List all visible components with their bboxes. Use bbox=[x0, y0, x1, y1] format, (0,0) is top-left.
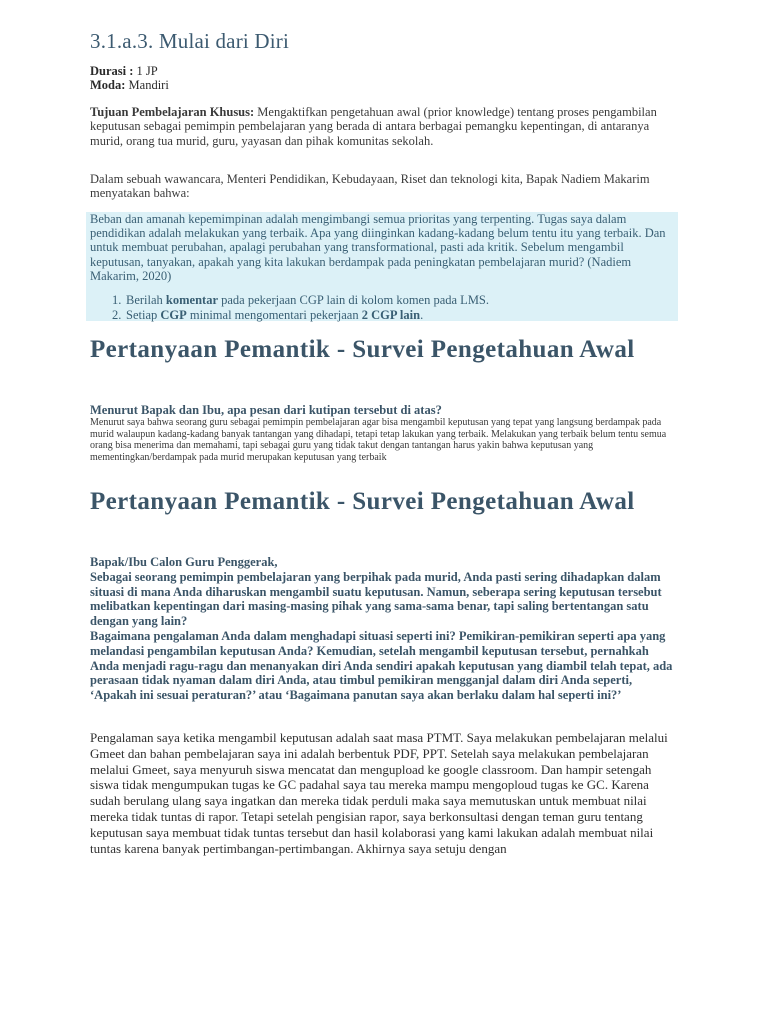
instruction-item bbox=[90, 293, 676, 308]
instruction-item bbox=[90, 308, 676, 323]
heading-pertanyaan-pemantik-1: Pertanyaan Pemantik - Survei Pengetahuan Awal bbox=[90, 336, 635, 363]
moda-value: Mandiri bbox=[125, 78, 169, 92]
instruction-bold: 2 CGP lain bbox=[361, 307, 421, 322]
question-1: Menurut Bapak dan Ibu, apa pesan dari kutipan tersebut di atas? bbox=[90, 403, 442, 417]
instruction-text: minimal mengomentari pekerjaan bbox=[186, 307, 362, 322]
answer-2: Pengalaman saya ketika mengambil keputusan adalah saat masa PTMT. Saya melakukan pembelajaran melalui Gmeet dan bahan pembelajaran saya ini adalah berbentuk PDF, PPT. Setelah saya melakukan pembelajaran melalui Gmeet, saya menyuruh siswa mencatat dan mengupload ke google classroom. Dan hampir setengah siswa tidak mengumpukan tugas ke GC padahal saya tau mereka mampu mengoploud tugas ke GC. Karena sudah berulang ulang saya ingatkan dan mereka tidak perduli maka saya memutuskan untuk membuat nilai mereka tidak tuntas di rapor. Tetapi setelah pengisian rapor, saya berkonsultasi dengan teman guru tentang keputusan saya membuat tidak tuntas tersebut dan hasil kolaborasi yang kami lakukan adalah membuat nilai tuntas karena banyak pertimbangan-pertimbangan. Akhirnya saya setuju dengan bbox=[90, 730, 668, 856]
instruction-number: 1. bbox=[112, 293, 122, 307]
moda-label: Moda: bbox=[90, 78, 126, 92]
tujuan-paragraph bbox=[90, 105, 680, 148]
answer-1: Menurut saya bahwa seorang guru sebagai pemimpin pembelajaran agar bisa mengambil keputusan yang tepat yang langsung berdampak pada murid walaupun kadang-kadang banyak tantangan yang dihadapi, tetapi tetap lakukan yang terbaik. Melakukan yang terbaik belum tentu semua orang bisa menerima dan memahami, tapi sebagai guru yang tidak takut dengan tantangan harus yakin bahwa keputusan yang mementingkan/berdampak pada murid merupakan keputusan yang terbaik bbox=[90, 417, 667, 464]
tujuan-label: Tujuan Pembelajaran Khusus: bbox=[90, 105, 255, 119]
instruction-number: 2. bbox=[112, 307, 122, 322]
prompt-paragraph-1: Sebagai seorang pemimpin pembelajaran yang berpihak pada murid, Anda pasti sering dihadapkan dalam situasi di mana Anda diharuskan mengambil suatu keputusan. Namun, seberapa sering keputusan tersebut melibatkan kepentingan dari masing-masing pihak yang sama-sama benar, tapi saling bertentangan satu dengan yang lain? bbox=[90, 569, 662, 629]
instruction-bold: komentar bbox=[165, 293, 218, 307]
instruction-bold: CGP bbox=[160, 307, 187, 322]
moda-line bbox=[90, 78, 680, 92]
meta-info bbox=[90, 64, 680, 92]
prompt-greeting: Bapak/Ibu Calon Guru Penggerak, bbox=[90, 555, 278, 569]
prompt-2 bbox=[90, 555, 680, 703]
instruction-text: Setiap bbox=[126, 307, 161, 322]
instruction-text: . bbox=[420, 307, 424, 322]
instruction-text: pada pekerjaan CGP lain di kolom komen pada LMS. bbox=[218, 293, 490, 307]
tujuan-text: Mengaktifkan pengetahuan awal (prior knowledge) tentang proses pengambilan keputusan sebagai pemimpin pembelajaran yang berada di antara berbagai pemangku kepentingan, di antaranya murid, orang tua murid, guru, yayasan dan pihak komunitas sekolah. bbox=[90, 105, 657, 148]
quote-text: Beban dan amanah kepemimpinan adalah mengimbangi semua prioritas yang terpenting. Tugas saya dalam pendidikan adalah melakukan yang terbaik. Apa yang diinginkan kadang-kadang belum tentu itu yang terbaik. Dan untuk membuat perubahan, apalagi perubahan yang transformational, pasti ada kritik. Sebelum mengambil keputusan, tanyakan, apakah yang kita lakukan berdampak pada peningkatan pembelajaran murid? (Nadiem Makarim, 2020) bbox=[90, 212, 666, 283]
prompt-paragraph-2: Bagaimana pengalaman Anda dalam menghadapi situasi seperti ini? Pemikiran-pemikiran seperti apa yang melandasi pengambilan keputusan Anda? Kemudian, setelah mengambil keputusan tersebut, pernahkah Anda menjadi ragu-ragu dan menanyakan diri Anda sendiri apakah keputusan yang diambil telah tepat, ada perasaan tidak nyaman dalam diri Anda, atau timbul pemikiran mengganjal dalam diri Anda seperti, ‘Apakah ini sesuai peraturan?’ atau ‘Bagaimana panutan saya akan berlaku dalam hal seperti ini?’ bbox=[90, 628, 673, 703]
section-heading: 3.1.a.3. Mulai dari Diri bbox=[90, 29, 290, 53]
intro-paragraph: Dalam sebuah wawancara, Menteri Pendidikan, Kebudayaan, Riset dan teknologi kita, Bapak Nadiem Makarim menyatakan bahwa: bbox=[90, 172, 650, 201]
durasi-label: Durasi : bbox=[90, 64, 134, 78]
instruction-list bbox=[90, 293, 676, 322]
heading-pertanyaan-pemantik-2: Pertanyaan Pemantik - Survei Pengetahuan Awal bbox=[90, 488, 635, 515]
instruction-text: Berilah bbox=[126, 293, 166, 307]
durasi-line bbox=[90, 64, 680, 78]
durasi-value: 1 JP bbox=[133, 64, 158, 78]
